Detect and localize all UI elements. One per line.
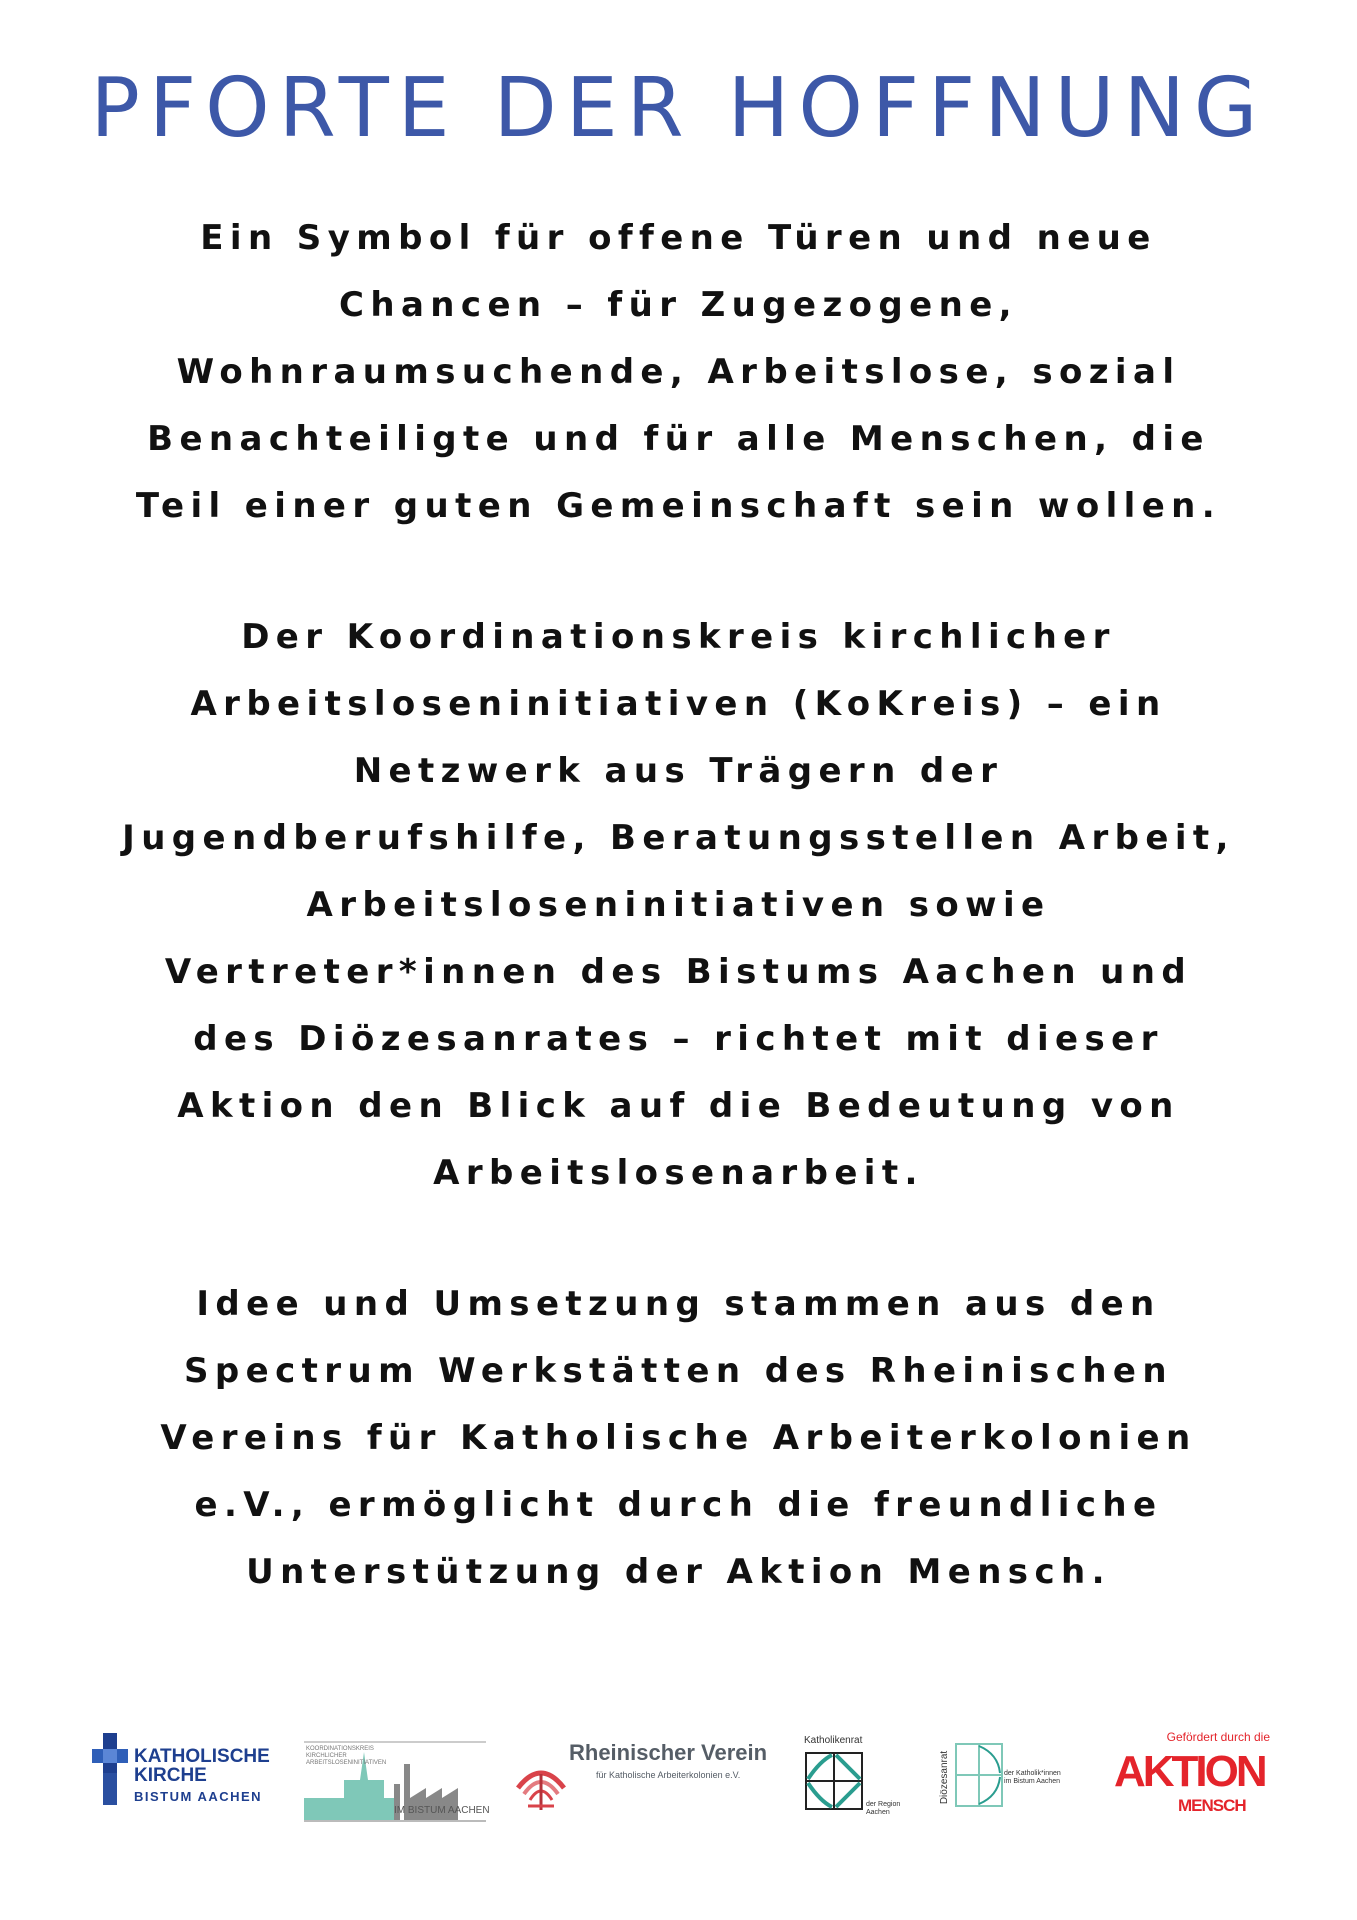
kokreis-logo	[304, 1740, 490, 1824]
arch-emblem-icon	[514, 1748, 568, 1814]
logo-text: MENSCH	[1178, 1796, 1246, 1815]
logo-text: im Bistum Aachen	[1004, 1778, 1061, 1785]
logo-text: der Region	[866, 1801, 901, 1808]
paragraph-line: Arbeitsloseninitiativen (KoKreis) – ein	[190, 684, 1167, 724]
intro-paragraph	[100, 205, 1257, 540]
logo-text: AKTION	[1114, 1747, 1265, 1796]
logo-text: Aachen	[866, 1809, 890, 1816]
logo-text: KOORDINATIONSKREIS	[306, 1746, 374, 1752]
dioezesanrat-emblem-icon	[954, 1742, 1004, 1808]
logo-text: Rheinischer Verein	[569, 1740, 768, 1765]
logo-text: KIRCHE	[134, 1765, 207, 1786]
paragraph-line: Ein Symbol für offene Türen und neue	[200, 218, 1157, 258]
paragraph-line: Aktion den Blick auf die Bedeutung von	[177, 1086, 1180, 1126]
aktion-mensch-logo	[1110, 1730, 1270, 1830]
paragraph-line: Arbeitslosenarbeit.	[433, 1153, 924, 1193]
paragraph-line: Wohnraumsuchende, Arbeitslose, sozial	[176, 352, 1181, 392]
logo-text: Diözesanrat	[939, 1750, 951, 1805]
kokreis-paragraph	[100, 604, 1257, 1207]
logo-text: für Katholische Arbeiterkolonien e.V.	[596, 1770, 741, 1780]
paragraph-line: Vereins für Katholische Arbeiterkolonien	[160, 1418, 1197, 1458]
logo-text: Katholikenrat	[804, 1735, 863, 1746]
logo-text: BISTUM AACHEN	[134, 1789, 263, 1804]
paragraph-line: des Diözesanrates – richtet mit dieser	[193, 1019, 1164, 1059]
credits-paragraph	[100, 1271, 1257, 1606]
logo-text: Gefördert durch die	[1166, 1730, 1270, 1744]
page-title: PFORTE DER HOFFNUNG	[90, 61, 1267, 156]
logo-text: der Katholik*innen	[1004, 1770, 1061, 1777]
sponsor-logo-bar	[0, 1720, 1357, 1830]
katholische-kirche-logo	[92, 1733, 272, 1823]
paragraph-line: Benachteiligte und für alle Menschen, die	[147, 419, 1210, 459]
katholikenrat-emblem-icon	[804, 1751, 864, 1811]
paragraph-line: e.V., ermöglicht durch die freundliche	[194, 1485, 1163, 1525]
paragraph-line: Spectrum Werkstätten des Rheinischen	[184, 1351, 1173, 1391]
paragraph-line: Teil einer guten Gemeinschaft sein wollen.	[135, 486, 1222, 526]
paragraph-line: Idee und Umsetzung stammen aus den	[196, 1284, 1161, 1324]
paragraph-line: Vertreter*innen des Bistums Aachen und	[164, 952, 1193, 992]
dioezesanrat-logo	[940, 1742, 1090, 1822]
paragraph-line: Arbeitsloseninitiativen sowie	[306, 885, 1051, 925]
paragraph-line: Chancen – für Zugezogene,	[339, 285, 1018, 325]
rheinischer-verein-logo	[514, 1738, 768, 1818]
logo-text: KATHOLISCHE	[134, 1746, 270, 1767]
paragraph-line: Unterstützung der Aktion Mensch.	[246, 1552, 1111, 1592]
cross-icon	[92, 1733, 128, 1805]
paragraph-line: Der Koordinationskreis kirchlicher	[241, 617, 1116, 657]
logo-text: ARBEITSLOSENINITIATIVEN	[306, 1760, 387, 1766]
logo-text: IM BISTUM AACHEN	[394, 1805, 490, 1816]
logo-text: KIRCHLICHER	[306, 1753, 347, 1759]
logo-text	[866, 1801, 900, 1817]
paragraph-line: Netzwerk aus Trägern der	[353, 751, 1004, 791]
logo-text	[1004, 1770, 1061, 1786]
katholikenrat-logo	[804, 1735, 901, 1825]
paragraph-line: Jugendberufshilfe, Beratungsstellen Arbeit,	[122, 818, 1235, 858]
